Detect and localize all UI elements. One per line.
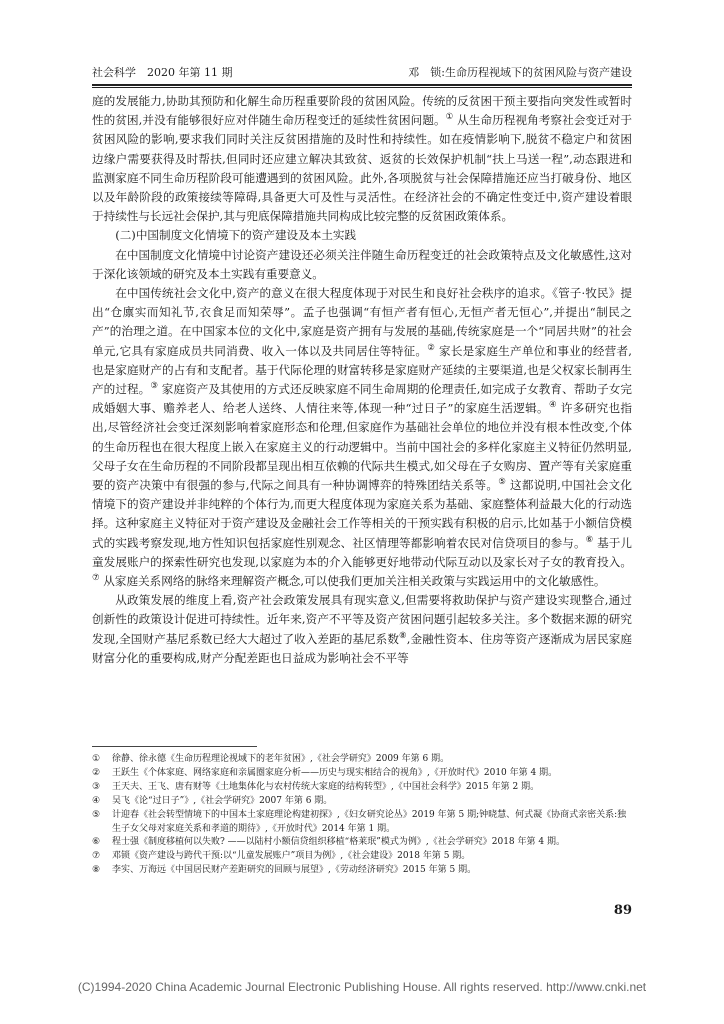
article-body (92, 92, 632, 668)
footnote-marker: ④ (548, 400, 557, 411)
footnote-number: ⑤ (92, 809, 101, 820)
copyright-line: (C)1994-2020 China Academic Journal Electronic Publishing House. All rights reserved. http://www.cnki.net (77, 980, 647, 994)
footnote-marker: ② (427, 342, 436, 353)
footnote-marker: ⑦ (92, 573, 100, 584)
text-run: 家长是家庭生产单位和事业的经营者,也是家庭财产的占有和支配者。基于代际伦理的财富转移是家庭财产延续的主要渠道,也是父权家长制再生产的过程。 (92, 343, 632, 397)
footnote-text: 王天夫、王飞、唐有财等《土地集体化与农村传统大家庭的结构转型》,《中国社会科学》2015 年第 2 期。 (112, 781, 540, 792)
footnote-marker: ⑧ (399, 630, 407, 641)
text-run: 在中国制度文化情境中讨论资产建设还必须关注伴随生命历程变迁的社会政策特点及文化敏感性,这对于深化该领域的研究及本土实践有重要意义。 (92, 247, 632, 281)
footnote-text: 李实、万海远《中国居民财产差距研究的回顾与展望》,《劳动经济研究》2015 年第 5 期。 (112, 865, 477, 876)
footnote (92, 809, 632, 837)
footnote (92, 864, 632, 878)
paragraph (92, 246, 632, 284)
footnote-number: ① (92, 754, 101, 764)
footnote-text: 计迎春《社会转型情境下的中国本土家庭理论构建初探》,《妇女研究论丛》2019 年第 5 期;钟晓慧、何式凝《协商式亲密关系:独生子女父母对家庭关系和孝道的期待》,《开放时代》2014 年第 1 期。 (112, 809, 627, 834)
text-run: (二)中国制度文化情境下的资产建设及本土实践 (115, 228, 357, 243)
footnotes (92, 753, 632, 878)
header-rule-thick (92, 84, 632, 86)
section-heading (92, 226, 632, 245)
text-run: 庭的发展能力,协助其预防和化解生命历程重要阶段的贫困风险。传统的反贫困干预主要指向突发性或暂时性的贫困,并没有能够很好应对伴随生命历程变迁的延续性贫困问题。 (92, 94, 632, 128)
text-run: 这都说明,中国社会文化情境下的资产建设并非纯粹的个体行为,而更大程度体现为家庭关系为基础、家庭整体利益最大化的行动选择。这种家庭主义特征对于资产建设及金融社会工作等相关的干预实践有积极的启示,比如基于小额信贷模式的实践考察发现,地方性知识包括家庭性别观念、社区情理等都影响着农民对信贷项目的参与。 (92, 478, 632, 550)
footnote-marker: ⑥ (585, 534, 594, 545)
footnote (92, 795, 632, 809)
journal-issue: 社会科学 2020 年第 11 期 (92, 66, 233, 79)
footnote-number: ⑥ (92, 837, 101, 848)
footnote-number: ④ (92, 795, 101, 806)
footnote-text: 邓锁《资产建设与跨代干预:以“儿童发展账户”项目为例》,《社会建设》2018 年第 5 期。 (112, 851, 471, 862)
footnote-text: 吴飞《论“过日子”》,《社会学研究》2007 年第 6 期。 (112, 795, 333, 806)
paragraph (92, 92, 632, 226)
footnote-separator (92, 746, 257, 747)
footnote-marker: ⑤ (498, 477, 507, 488)
footnote-text: 程士强《制度移植何以失败? ——以陆村小额信贷组织移植“格莱珉”模式为例》,《社会学研究》2018 年第 4 期。 (112, 837, 565, 848)
text-run: 基于儿童发展账户的探索性研究也发现,以家庭为本的介入能够更好地带动代际互动以及家长对子女的教育投入。 (92, 535, 633, 569)
text-run: 许多研究也指出,尽管经济社会变迁深刻影响着家庭形态和伦理,但家庭作为基础社会单位的地位并没有根本性改变,个体的生命历程也在很大程度上嵌入在家庭主义的行动逻辑中。当前中国社会的多样化家庭主义特征仍然明显,父母子女在生命历程的不同阶段都呈现出相互依赖的代际共生模式,如父母在子女购房、置产等有关家庭重要的资产决策中有很强的参与,代际之间具有一种协调博弈的特殊团结关系等。 (92, 401, 633, 493)
paragraph (92, 284, 632, 591)
footnote-marker: ③ (150, 381, 159, 392)
text-run: ,金融性资本、住房等资产逐渐成为居民家庭财富分化的重要构成,财产分配差距也日益成为影响社会不平等 (92, 631, 633, 665)
footnote (92, 850, 632, 864)
footnote-number: ③ (92, 781, 101, 792)
footnote (92, 753, 632, 767)
footnote-number: ⑧ (92, 865, 101, 876)
paragraph (92, 591, 632, 668)
text-run: 从家庭关系网络的脉络来理解资产概念,可以使我们更加关注相关政策与实践运用中的文化敏感性。 (99, 574, 606, 589)
footnote (92, 781, 632, 795)
footnote (92, 767, 632, 781)
text-run: 家庭资产及其使用的方式还反映家庭不同生命周期的伦理责任,如完成子女教育、帮助子女完成婚姻大事、赡养老人、给老人送终、人情往来等,体现一种“过日子”的家庭生活逻辑。 (92, 382, 633, 416)
footnote-text: 王跃生《个体家庭、网络家庭和亲属圈家庭分析——历史与现实相结合的视角》,《开放时代》2010 年第 4 期。 (112, 767, 558, 778)
footnote-marker: ① (445, 112, 454, 123)
footnote-number: ② (92, 767, 101, 778)
page-number: 89 (613, 903, 632, 918)
header-rule-thin (92, 87, 632, 88)
text-run: 从政策发展的维度上看,资产社会政策发展具有现实意义,但需要将救助保护与资产建设实现整合,通过创新性的政策设计促进可持续性。近年来,资产不平等及资产贫困问题引起较多关注。多个数据来源的研究发现,全国财产基尼系数已经大大超过了收入差距的基尼系数 (92, 593, 632, 646)
footnote-number: ⑦ (92, 851, 101, 862)
footnote-text: 徐静、徐永德《生命历程理论视域下的老年贫困》,《社会学研究》2009 年第 6 期。 (112, 754, 450, 764)
text-run: 在中国传统社会文化中,资产的意义在很大程度体现于对民生和良好社会秩序的追求。《管子·牧民》提出“仓廪实而知礼节,衣食足而知荣辱”。孟子也强调“有恒产者有恒心,无恒产者无恒心”,并提出“制民之产”的治理之道。在中国家本位的文化中,家庭是资产拥有与发展的基础,传统家庭是一个“同居共财”的社会单元,它具有家庭成员共同消费、收入一体以及共同居住等特征。 (92, 286, 632, 358)
footnote (92, 836, 632, 850)
article-running-title: 邓 锁:生命历程视域下的贫困风险与资产建设 (408, 66, 632, 79)
text-run: 从生命历程视角考察社会变迁对于贫困风险的影响,要求我们同时关注反贫困措施的及时性和持续性。如在疫情影响下,脱贫不稳定户和贫困边缘户需要获得及时帮扶,但同时还应建立解决其致贫、返贫的长效保护机制“扶上马送一程”,动态跟进和监测家庭不同生命历程阶段可能遭遇到的贫困风险。此外,各项脱贫与社会保障措施还应当打破身份、地区以及年龄阶段的政策接续等障碍,具备更大可及性与灵活性。在经济社会的不确定性变迁中,资产建设着眼于持续性与长远社会保护,其与兜底保障措施共同构成比较完整的反贫困政策体系。 (92, 113, 632, 224)
